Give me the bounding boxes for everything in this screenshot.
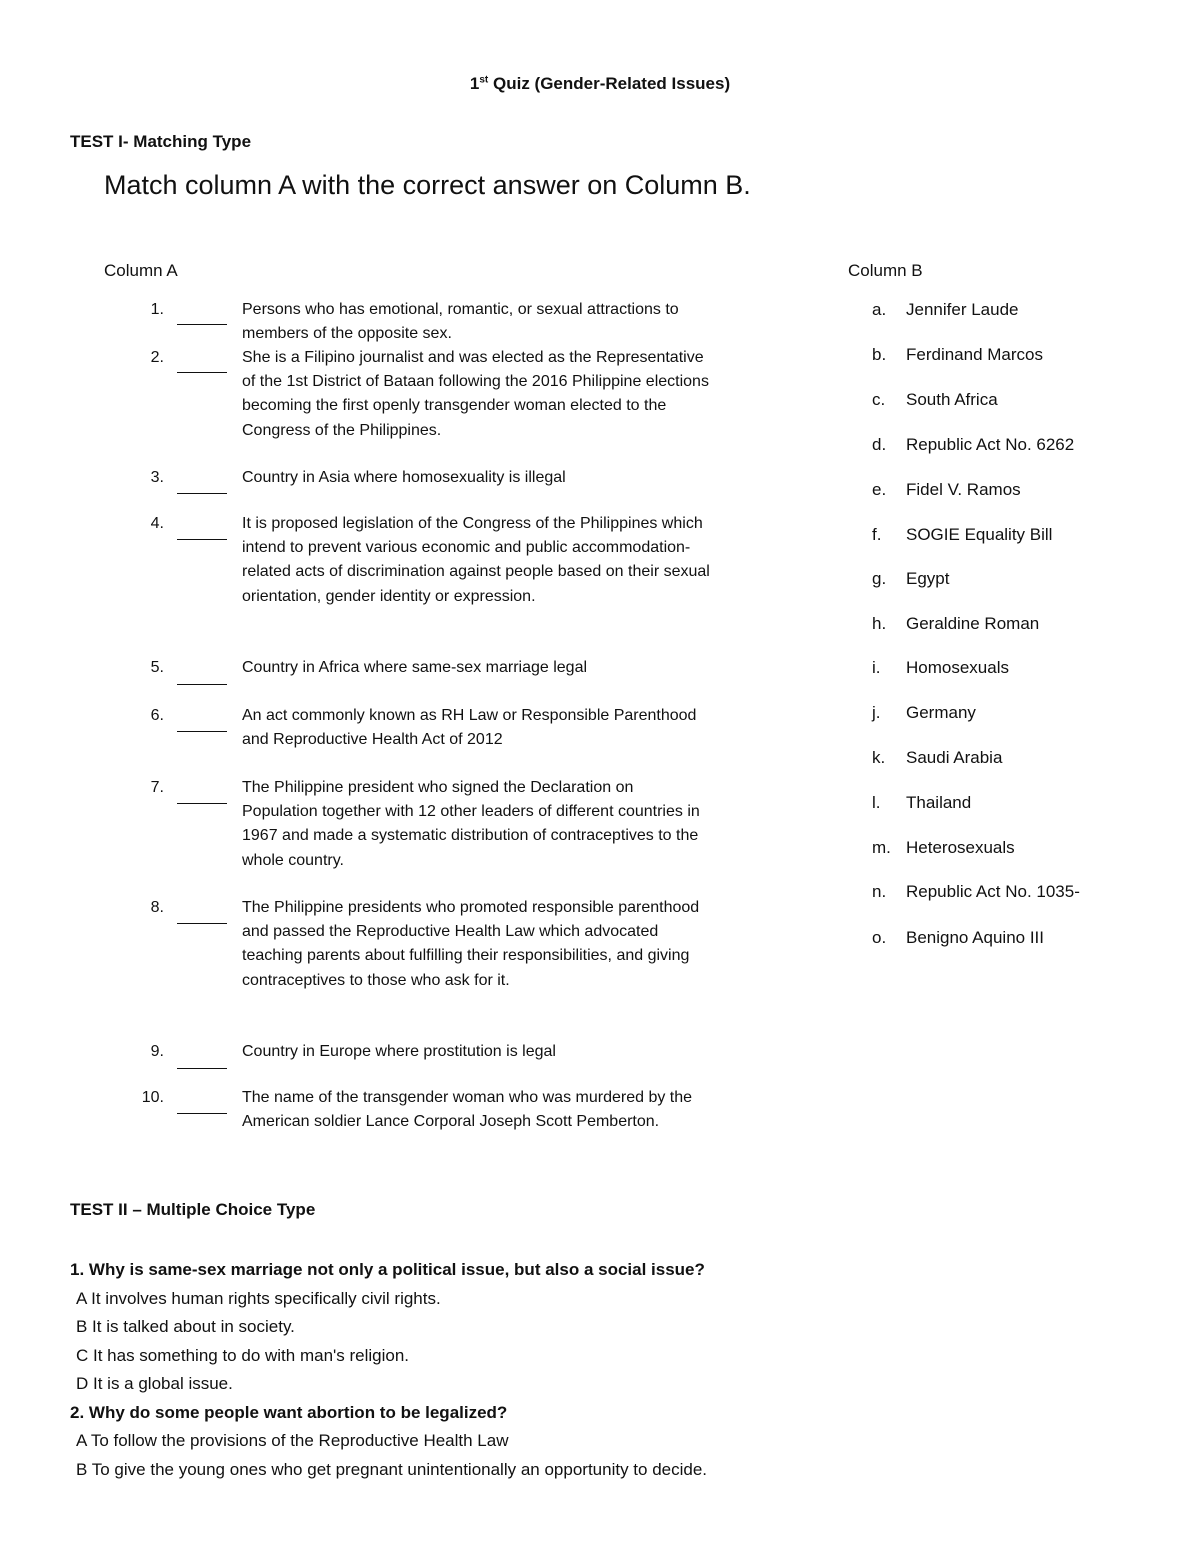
option-letter: h. [872,614,887,633]
option-text: Benigno Aquino III [906,928,1045,947]
title-superscript: st [479,74,489,86]
choice-1c[interactable]: C It has something to do with man's religion. [76,1345,410,1365]
option-text: Heterosexuals [906,838,1015,857]
question-2: 2. Why do some people want abortion to be legalized? [70,1402,508,1422]
option-letter: b. [872,345,887,364]
column-b-option [872,388,998,412]
item-text: The name of the transgender woman who was murdered by the American soldier Lance Corporal Joseph Scott Pemberton. [242,1089,693,1131]
column-b-label: Column B [848,261,923,280]
option-letter: c. [872,390,886,409]
item-number: 1. [150,301,164,318]
column-b-option [872,433,1074,457]
column-b-option [872,701,976,725]
answer-blank[interactable] [177,324,227,325]
item-text: Country in Asia where homosexuality is illegal [242,469,566,486]
option-letter: j. [872,703,881,722]
column-b-option [872,836,1015,860]
answer-blank[interactable] [177,539,227,540]
item-number: 5. [150,659,164,676]
option-letter: g. [872,569,887,588]
question-1: 1. Why is same-sex marriage not only a political issue, but also a social issue? [70,1260,705,1279]
option-text: SOGIE Equality Bill [906,525,1053,544]
column-b-option [872,656,1009,680]
item-text: An act commonly known as RH Law or Responsible Parenthood and Reproductive Health Act of 2012 [242,707,697,749]
column-b-option [872,523,1052,547]
option-letter: m. [872,838,891,857]
option-text: South Africa [906,390,998,409]
option-text: Fidel V. Ramos [906,480,1021,499]
option-letter: n. [872,882,887,901]
option-text: Saudi Arabia [906,748,1003,767]
answer-blank[interactable] [177,1113,227,1114]
test2-heading: TEST II – Multiple Choice Type [70,1200,316,1219]
multiple-choice-section [70,1256,707,1484]
title-number: 1 [469,74,480,93]
quiz-title [0,74,1200,94]
answer-blank[interactable] [177,803,227,804]
column-b-option [872,612,1039,636]
test1-heading: TEST I- Matching Type [70,132,252,151]
item-text: Country in Europe where prostitution is legal [242,1043,556,1060]
item-text: The Philippine presidents who promoted responsible parenthood and passed the Reproductive Health Law which advocated teaching parents about fulfilling their responsibilities, and giving contraceptives to those who ask for it. [242,899,700,989]
option-letter: d. [872,435,887,454]
column-b-option [872,926,1044,950]
item-number: 6. [150,707,164,724]
column-b-option [872,880,1080,904]
option-text: Homosexuals [906,658,1009,677]
item-text: She is a Filipino journalist and was elected as the Representative of the 1st District of Bataan following the 2016 Philippine elections becoming the first openly transgender woman elected to the Congress of the Philippines. [242,349,709,439]
item-number: 2. [150,349,164,366]
column-b-option [872,746,1002,770]
item-number: 8. [150,899,164,916]
option-text: Egypt [906,569,950,588]
option-text: Republic Act No. 6262 [906,435,1075,454]
item-text: Persons who has emotional, romantic, or sexual attractions to members of the opposite sex. [242,301,679,343]
column-b-option [872,343,1043,367]
answer-blank[interactable] [177,684,227,685]
title-text: Quiz (Gender-Related Issues) [488,74,731,93]
option-text: Jennifer Laude [906,300,1019,319]
option-letter: k. [872,748,886,767]
choice-2a[interactable]: A To follow the provisions of the Reproductive Health Law [76,1431,509,1450]
option-text: Germany [906,703,976,722]
option-letter: a. [872,300,887,319]
option-text: Geraldine Roman [906,614,1040,633]
choice-1d[interactable]: D It is a global issue. [76,1374,233,1393]
option-text: Ferdinand Marcos [906,345,1044,364]
item-text: The Philippine president who signed the Declaration on Population together with 12 other leaders of different countries in 1967 and made a systematic distribution of contraceptives to the whole country. [242,779,700,869]
matching-instruction: Match column A with the correct answer on Column B. [104,170,751,200]
item-number: 9. [150,1043,164,1060]
answer-blank[interactable] [177,1068,227,1069]
answer-blank[interactable] [177,731,227,732]
answer-blank[interactable] [177,493,227,494]
answer-blank[interactable] [177,923,227,924]
option-letter: i. [872,658,881,677]
column-b-option [872,567,949,591]
item-text: Country in Africa where same-sex marriage legal [242,659,588,676]
option-text: Republic Act No. 1035- [906,882,1080,901]
item-number: 7. [150,779,164,796]
choice-1b[interactable]: B It is talked about in society. [76,1317,295,1336]
option-text: Thailand [906,793,972,812]
choice-1a[interactable]: A It involves human rights specifically civil rights. [76,1288,441,1308]
column-b-option [872,791,971,815]
column-b-option [872,298,1018,322]
option-letter: e. [872,480,887,499]
answer-blank[interactable] [177,372,227,373]
column-b-option [872,478,1021,502]
column-a-label: Column A [104,261,178,280]
option-letter: o. [872,928,887,947]
item-number: 10. [141,1089,164,1106]
item-number: 3. [150,469,164,486]
option-letter: f. [872,525,882,544]
item-text: It is proposed legislation of the Congress of the Philippines which intend to prevent various economic and public accommodation-related acts of discrimination against people based on their sexual orientation, gender identity or expression. [242,515,710,605]
item-number: 4. [150,515,164,532]
option-letter: l. [872,793,881,812]
choice-2b[interactable]: B To give the young ones who get pregnant unintentionally an opportunity to decide. [76,1459,708,1479]
